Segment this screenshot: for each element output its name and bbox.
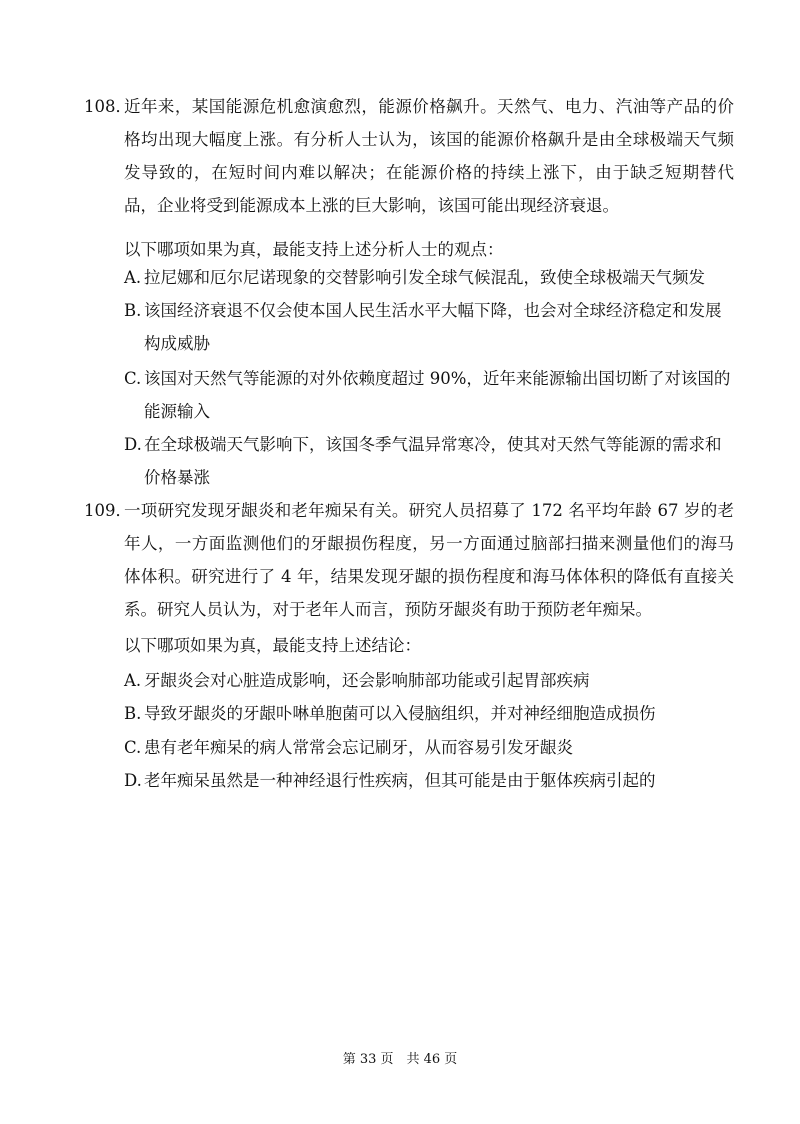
option-a — [124, 261, 734, 294]
option-c — [124, 362, 734, 428]
option-b — [124, 294, 734, 360]
option-c — [124, 731, 734, 764]
page-footer: 第 33 页 共 46 页 — [342, 1052, 458, 1067]
question-prompt: 以下哪项如果为真，最能支持上述结论： — [124, 636, 421, 655]
question-stem: 近年来，某国能源危机愈演愈烈，能源价格飙升。天然气、电力、汽油等产品的价格均出现大幅度上涨。有分析人士认为，该国的能源价格飙升是由全球极端天气频发导致的，在短时间内难以解决；在能源价格的持续上涨下，由于缺乏短期替代品，企业将受到能源成本上涨的巨大影响，该国可能出现经济衰退。 — [124, 97, 734, 215]
option-b — [124, 697, 734, 730]
question-109-stem-block — [84, 494, 734, 626]
option-d — [124, 428, 734, 494]
option-letter: A. — [124, 268, 142, 287]
option-letter: C. — [124, 369, 142, 388]
option-text: 老年痴呆虽然是一种神经退行性疾病，但其可能是由于躯体疾病引起的 — [144, 771, 656, 790]
option-text: 该国经济衰退不仅会使本国人民生活水平大幅下降，也会对全球经济稳定和发展构成威胁 — [144, 301, 722, 353]
option-a — [124, 664, 734, 697]
option-letter: B. — [124, 301, 142, 320]
option-letter: A. — [124, 671, 142, 690]
option-text: 在全球极端天气影响下，该国冬季气温异常寒冷，使其对天然气等能源的需求和价格暴涨 — [144, 435, 722, 487]
question-number: 108． — [84, 97, 132, 116]
question-prompt: 以下哪项如果为真，最能支持上述分析人士的观点： — [124, 240, 504, 259]
option-letter: C. — [124, 738, 142, 757]
option-letter: D. — [124, 771, 142, 790]
option-text: 导致牙龈炎的牙龈卟啉单胞菌可以入侵脑组织，并对神经细胞造成损伤 — [144, 704, 656, 723]
option-text: 患有老年痴呆的病人常常会忘记刷牙，从而容易引发牙龈炎 — [144, 738, 573, 757]
question-108-stem-block — [84, 90, 734, 222]
option-letter: D. — [124, 435, 142, 454]
question-number: 109． — [84, 501, 132, 520]
option-text: 拉尼娜和厄尔尼诺现象的交替影响引发全球气候混乱，致使全球极端天气频发 — [144, 268, 705, 287]
question-stem: 一项研究发现牙龈炎和老年痴呆有关。研究人员招募了 172 名平均年龄 67 岁的老年人，一方面监测他们的牙龈损伤程度，另一方面通过脑部扫描来测量他们的海马体体积。研究进行了 4 年，结果发现牙龈的损伤程度和海马体体积的降低有直接关系。研究人员认为，对于老年人而言，预防牙龈炎有助于预防老年痴呆。 — [124, 501, 734, 619]
option-text: 牙龈炎会对心脏造成影响，还会影响肺部功能或引起胃部疾病 — [144, 671, 590, 690]
option-d — [124, 764, 734, 797]
option-text: 该国对天然气等能源的对外依赖度超过 90%，近年来能源输出国切断了对该国的能源输入 — [144, 369, 731, 421]
option-letter: B. — [124, 704, 142, 723]
